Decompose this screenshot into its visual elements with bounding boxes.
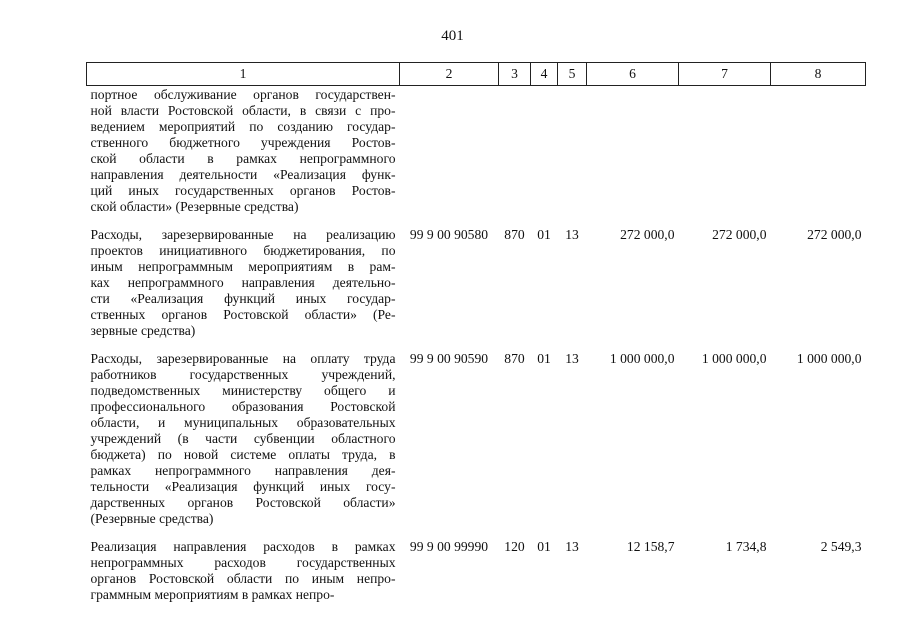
description-line: тельности «Реализация функций иных госу-	[90, 479, 396, 494]
expense-type-cell: 870	[504, 351, 525, 366]
description-line: бюджета) по новой системе оплаты труда, в	[90, 447, 396, 462]
table-row	[87, 86, 866, 224]
amount-year-3-cell: 272 000,0	[807, 227, 862, 242]
expense-type-cell: 870	[504, 227, 525, 242]
table-row	[87, 347, 866, 535]
description-line: ках непрограммного направления деятельно-	[90, 275, 396, 290]
description-cell	[87, 535, 400, 611]
description-line: профессионального образования Ростовской	[90, 399, 396, 414]
description-line: Расходы, зарезервированные на реализацию	[90, 227, 396, 242]
budget-table	[86, 62, 866, 611]
description-line: граммным мероприятиям в рамках непро-	[90, 587, 335, 602]
section-cell: 01	[537, 539, 551, 554]
subsection-cell: 13	[565, 351, 579, 366]
description-line: портное обслуживание органов государствен-	[90, 87, 396, 102]
budget-code-cell: 99 9 00 90580	[409, 227, 489, 242]
description-line: зервные средства)	[90, 323, 196, 338]
table-body	[87, 86, 866, 612]
amount-year-3-cell: 2 549,3	[820, 539, 862, 554]
description-line: Реализация направления расходов в рамках	[90, 539, 396, 554]
description-line: дарственных органов Ростовской области»	[90, 495, 396, 510]
description-cell	[87, 223, 400, 347]
description-line: Расходы, зарезервированные на оплату труда	[90, 351, 396, 366]
page-number: 401	[441, 28, 464, 44]
header-cell-4: 4	[531, 63, 558, 86]
description-line: учреждений (в части субвенции областного	[90, 431, 396, 446]
description-line: рамках непрограммного направления дея-	[90, 463, 396, 478]
header-cell-3: 3	[499, 63, 531, 86]
description-line: направления деятельности «Реализация функ-	[90, 167, 396, 182]
section-cell: 01	[537, 227, 551, 242]
section-cell	[531, 86, 558, 224]
description-line: ской области» (Резервные средства)	[90, 199, 299, 214]
description-line: ций иных государственных органов Ростов-	[90, 183, 396, 198]
amount-year-2-cell: 1 734,8	[725, 539, 767, 554]
description-line: работников государственных учреждений,	[90, 367, 396, 382]
amount-year-1-cell: 12 158,7	[626, 539, 675, 554]
description-line: подведомственных министерству общего и	[90, 383, 396, 398]
amount-year-2-cell: 1 000 000,0	[701, 351, 767, 366]
amount-year-3-cell	[771, 86, 866, 224]
header-cell-8: 8	[771, 63, 866, 86]
amount-year-2-cell	[679, 86, 771, 224]
subsection-cell: 13	[565, 227, 579, 242]
description-line: органов Ростовской области по иным непро-	[90, 571, 396, 586]
description-cell	[87, 347, 400, 535]
header-cell-5: 5	[558, 63, 587, 86]
amount-year-2-cell: 272 000,0	[712, 227, 767, 242]
budget-code-cell: 99 9 00 99990	[409, 539, 489, 554]
amount-year-1-cell: 272 000,0	[620, 227, 675, 242]
description-line: непрограммных расходов государственных	[90, 555, 396, 570]
amount-year-3-cell: 1 000 000,0	[796, 351, 862, 366]
description-line: сти «Реализация функций иных государ-	[90, 291, 396, 306]
description-line: проектов инициативного бюджетирования, по	[90, 243, 396, 258]
table-row	[87, 223, 866, 347]
description-line: ственного бюджетного учреждения Ростов-	[90, 135, 396, 150]
expense-type-cell	[499, 86, 531, 224]
description-line: области, и муниципальных образовательных	[90, 415, 396, 430]
header-row	[87, 63, 866, 86]
header-cell-2: 2	[400, 63, 499, 86]
table-row	[87, 535, 866, 611]
expense-type-cell: 120	[504, 539, 525, 554]
subsection-cell	[558, 86, 587, 224]
subsection-cell: 13	[565, 539, 579, 554]
description-line: ской области в рамках непрограммного	[90, 151, 396, 166]
amount-year-1-cell	[587, 86, 679, 224]
amount-year-1-cell: 1 000 000,0	[609, 351, 675, 366]
budget-code-cell: 99 9 00 90590	[409, 351, 489, 366]
header-cell-7: 7	[679, 63, 771, 86]
header-cell-1: 1	[87, 63, 400, 86]
section-cell: 01	[537, 351, 551, 366]
description-line: иным непрограммным мероприятиям в рам-	[90, 259, 396, 274]
description-line: ведением мероприятий по созданию государ-	[90, 119, 396, 134]
description-line: ной власти Ростовской области, в связи с про-	[90, 103, 396, 118]
header-cell-6: 6	[587, 63, 679, 86]
description-line: ственных органов Ростовской области» (Ре-	[90, 307, 396, 322]
description-cell	[87, 86, 400, 224]
budget-code-cell	[400, 86, 499, 224]
description-line: (Резервные средства)	[90, 511, 214, 526]
